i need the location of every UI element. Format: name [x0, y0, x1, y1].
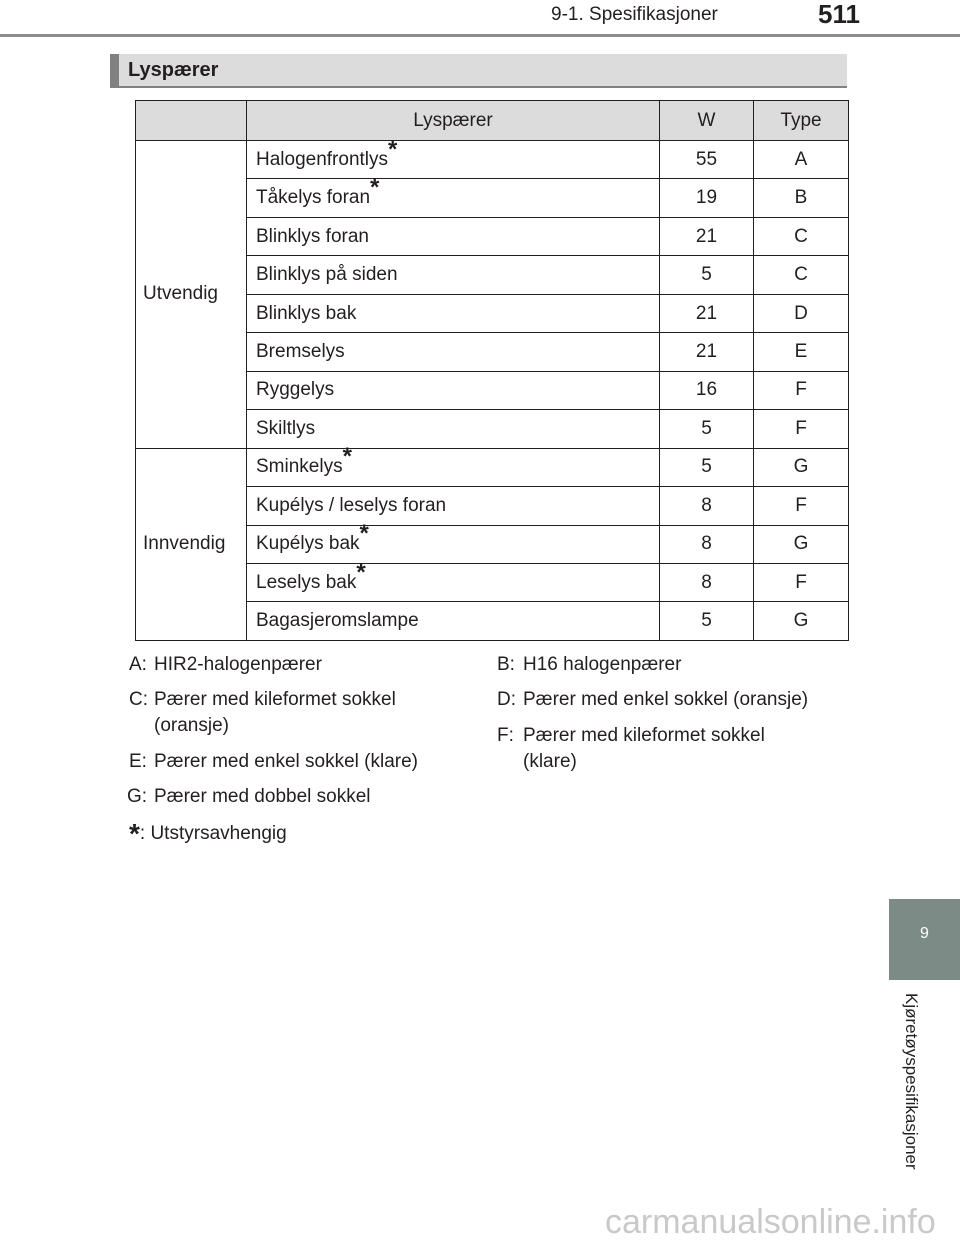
table-header-row [136, 101, 849, 141]
type-cell: A [754, 141, 849, 179]
wattage-cell: 21 [660, 294, 754, 332]
table-row [136, 141, 849, 179]
type-cell: D [754, 294, 849, 332]
bulb-name: Blinklys på siden [256, 264, 398, 286]
type-cell: G [754, 525, 849, 563]
bulb-name-cell [247, 256, 660, 294]
bulb-name: Blinklys foran [256, 225, 369, 247]
wattage-cell: 19 [660, 179, 754, 217]
footnote-asterisk: * [129, 818, 140, 849]
legend-item-g: G: Pærer med dobbel sokkel [127, 786, 371, 807]
page-number: 511 [818, 0, 860, 29]
legend-item-e: E: Pærer med enkel sokkel (klare) [129, 751, 418, 772]
footnote-marker: * [388, 135, 398, 163]
header-empty-cell [136, 101, 247, 141]
bulb-name: Bagasjeromslampe [256, 610, 419, 632]
column-header-bulb: Lyspærer [247, 101, 660, 141]
chapter-tab [889, 899, 960, 980]
watermark: carmanualsonline.info [605, 1203, 936, 1241]
bulb-name: Bremselys [256, 340, 345, 362]
bulb-name: Ryggelys [256, 379, 335, 401]
wattage-cell: 55 [660, 141, 754, 179]
bulb-name: Kupélys bak [256, 533, 360, 555]
section-title: Lyspærer [110, 54, 847, 88]
legend-item-f: F: Pærer med kileformet sokkel (klare) [497, 725, 765, 772]
wattage-cell: 5 [660, 602, 754, 641]
bulb-table [135, 100, 849, 641]
bulb-name-cell [247, 174, 660, 217]
bulb-name-cell [247, 294, 660, 332]
bulb-name: Sminkelys [256, 456, 343, 478]
legend-item-a: A: HIR2-halogenpærer [129, 654, 322, 675]
bulb-name-cell [247, 135, 660, 179]
bulb-name-cell [247, 333, 660, 371]
bulb-name: Tåkelys foran [256, 187, 371, 209]
wattage-cell: 8 [660, 525, 754, 563]
wattage-cell: 5 [660, 256, 754, 294]
wattage-cell: 8 [660, 487, 754, 525]
type-cell: E [754, 333, 849, 371]
bulb-name: Kupélys / leselys foran [256, 494, 447, 516]
type-cell: B [754, 179, 849, 217]
bulb-name-cell [247, 217, 660, 255]
bulb-name-cell [247, 371, 660, 409]
bulb-name: Skiltlys [256, 417, 316, 439]
wattage-cell: 8 [660, 563, 754, 601]
type-cell: G [754, 602, 849, 641]
type-cell: G [754, 448, 849, 486]
bulb-name-cell [247, 443, 660, 486]
bulb-name-cell [247, 487, 660, 525]
bulb-name-cell [247, 602, 660, 641]
header-divider [0, 34, 960, 37]
wattage-cell: 5 [660, 448, 754, 486]
bulb-name-cell [247, 558, 660, 601]
chapter-tab-number: 9 [920, 925, 929, 942]
footnote-marker: * [356, 558, 366, 586]
type-cell: F [754, 563, 849, 601]
table-row [136, 448, 849, 486]
chapter-title: 9-1. Spesifikasjoner [551, 4, 718, 25]
footnote [129, 817, 489, 847]
legend-item-b: B: H16 halogenpærer [497, 654, 682, 675]
type-cell: F [754, 410, 849, 448]
footnote-marker: * [370, 174, 380, 202]
chapter-tab-label: Kjøretøyspesifikasjoner [902, 993, 921, 1170]
type-cell: F [754, 487, 849, 525]
bulb-name: Blinklys bak [256, 302, 357, 324]
type-cell: F [754, 371, 849, 409]
wattage-cell: 21 [660, 217, 754, 255]
group-label: Innvendig [136, 448, 247, 640]
bulb-name: Leselys bak [256, 571, 357, 593]
type-cell: C [754, 256, 849, 294]
group-label: Utvendig [136, 141, 247, 449]
legend-item-d: D: Pærer med enkel sokkel (oransje) [497, 689, 809, 710]
footnote-marker: * [359, 520, 369, 548]
bulb-name-cell [247, 520, 660, 563]
legend-item-c: C: Pærer med kileformet sokkel (oransje) [129, 689, 396, 736]
column-header-type: Type [754, 101, 849, 141]
column-header-watt: W [660, 101, 754, 141]
wattage-cell: 5 [660, 410, 754, 448]
type-cell: C [754, 217, 849, 255]
wattage-cell: 21 [660, 333, 754, 371]
wattage-cell: 16 [660, 371, 754, 409]
footnote-text: : Utstyrsavhengig [139, 823, 287, 844]
bulb-name: Halogenfrontlys [256, 148, 389, 170]
footnote-marker: * [342, 443, 352, 471]
bulb-name-cell [247, 410, 660, 448]
